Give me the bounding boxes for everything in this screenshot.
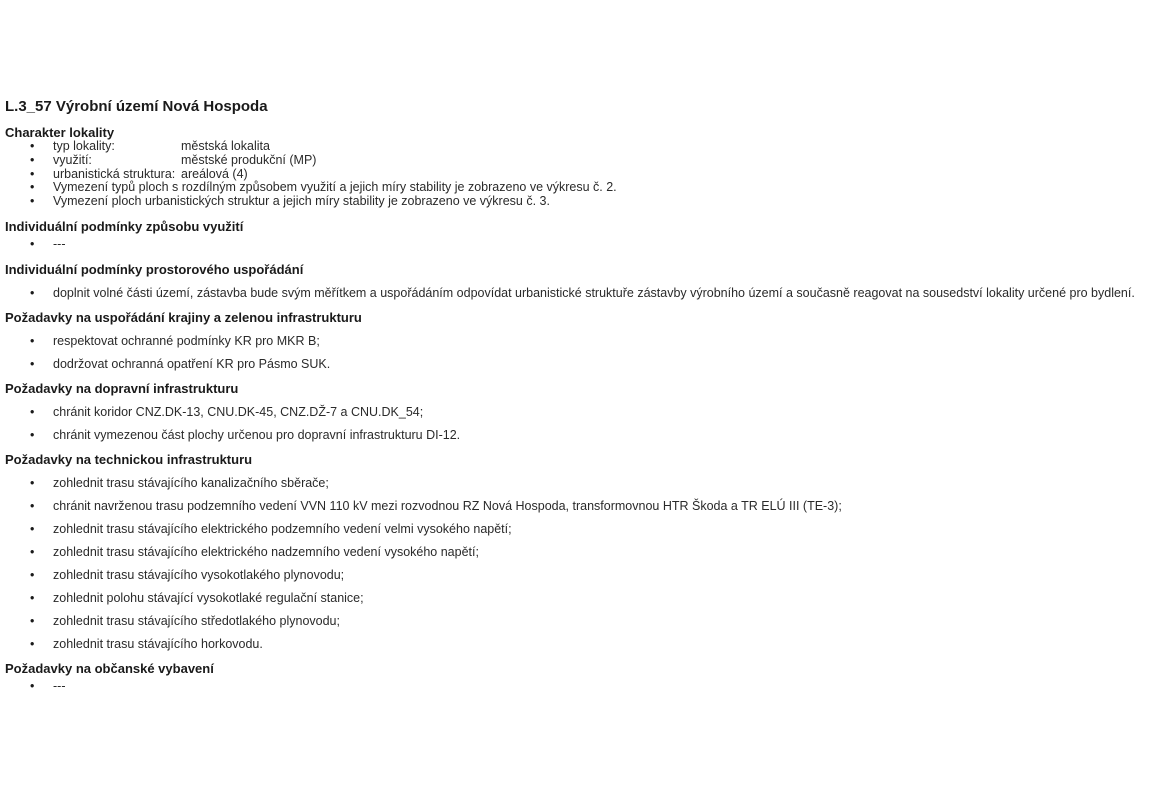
- bullet-list: [5, 238, 1154, 252]
- list-item: • ---: [5, 238, 1154, 252]
- list-item: • zohlednit polohu stávající vysokotlaké regulační stanice;: [5, 591, 1154, 605]
- item-value: městská lokalita: [181, 139, 270, 153]
- list-item: • zohlednit trasu stávajícího horkovodu.: [5, 637, 1154, 651]
- list-item: • zohlednit trasu stávajícího kanalizačního sběrače;: [5, 476, 1154, 490]
- section-heading: Charakter lokality: [5, 125, 115, 140]
- section-charakter-lokality: [5, 125, 1154, 209]
- item-value: městské produkční (MP): [181, 152, 317, 167]
- section-heading: Požadavky na uspořádání krajiny a zelenou infrastrukturu: [5, 309, 362, 325]
- item-label: urbanistická struktura:: [53, 166, 176, 181]
- list-item: • chránit vymezenou část plochy určenou pro dopravní infrastrukturu DI-12.: [5, 428, 1154, 442]
- bullet-list: [5, 334, 1154, 371]
- list-item: • chránit navrženou trasu podzemního vedení VVN 110 kV mezi rozvodnou RZ Nová Hospoda, transformovnou HTR Škoda a TR ELÚ III (TE-3);: [5, 499, 1154, 513]
- list-item: • zohlednit trasu stávajícího středotlakého plynovodu;: [5, 614, 1154, 628]
- list-item: • zohlednit trasu stávajícího elektrického nadzemního vedení vysokého napětí;: [5, 545, 1154, 559]
- bullet-list: [5, 405, 1154, 442]
- section-individualni-podminky-prostoroveho-usporadani: [5, 262, 1154, 300]
- bullet-list: [5, 286, 1154, 300]
- item-label: typ lokality:: [53, 139, 115, 153]
- list-item: [5, 168, 1154, 182]
- section-heading: Individuální podmínky prostorového uspořádání: [5, 261, 304, 277]
- bullet-list: [5, 476, 1154, 651]
- section-pozadavky-dopravni-infrastruktura: [5, 381, 1154, 442]
- list-item: • ---: [5, 680, 1154, 694]
- section-individualni-podminky-zpusobu-vyuziti: [5, 219, 1154, 252]
- section-pozadavky-krajina-zelena-infrastruktura: [5, 310, 1154, 371]
- list-item: • Vymezení ploch urbanistických struktur a jejich míry stability je zobrazeno ve výkresu č. 3.: [5, 195, 1154, 209]
- list-item: [5, 140, 1154, 154]
- page-title: L.3_57 Výrobní území Nová Hospoda: [5, 98, 268, 115]
- list-item: • Vymezení typů ploch s rozdílným způsobem využití a jejich míry stability je zobrazeno ve výkresu č. 2.: [5, 181, 1154, 195]
- section-heading: Požadavky na technickou infrastrukturu: [5, 451, 253, 467]
- list-item: • doplnit volné části území, zástavba bude svým měřítkem a uspořádáním odpovídat urbanistické struktuře zástavby výrobního území a současně reagovat na sousedství lokality určené pro bydlení.: [5, 286, 1154, 300]
- bullet-list: [5, 140, 1154, 209]
- list-item: • chránit koridor CNZ.DK-13, CNU.DK-45, CNZ.DŽ-7 a CNU.DK_54;: [5, 405, 1154, 419]
- section-pozadavky-obcanske-vybaveni: [5, 661, 1154, 694]
- list-item: • zohlednit trasu stávajícího elektrického podzemního vedení velmi vysokého napětí;: [5, 522, 1154, 536]
- section-heading: Požadavky na občanské vybavení: [5, 660, 214, 676]
- item-label: využití:: [53, 152, 92, 167]
- section-heading: Individuální podmínky způsobu využití: [5, 218, 244, 234]
- list-item: • dodržovat ochranná opatření KR pro Pásmo SUK.: [5, 357, 1154, 371]
- list-item: [5, 154, 1154, 168]
- list-item: • zohlednit trasu stávajícího vysokotlakého plynovodu;: [5, 568, 1154, 582]
- list-item: • respektovat ochranné podmínky KR pro MKR B;: [5, 334, 1154, 348]
- section-pozadavky-technicka-infrastruktura: [5, 452, 1154, 651]
- item-value: areálová (4): [181, 166, 248, 181]
- section-heading: Požadavky na dopravní infrastrukturu: [5, 380, 239, 396]
- bullet-list: [5, 680, 1154, 694]
